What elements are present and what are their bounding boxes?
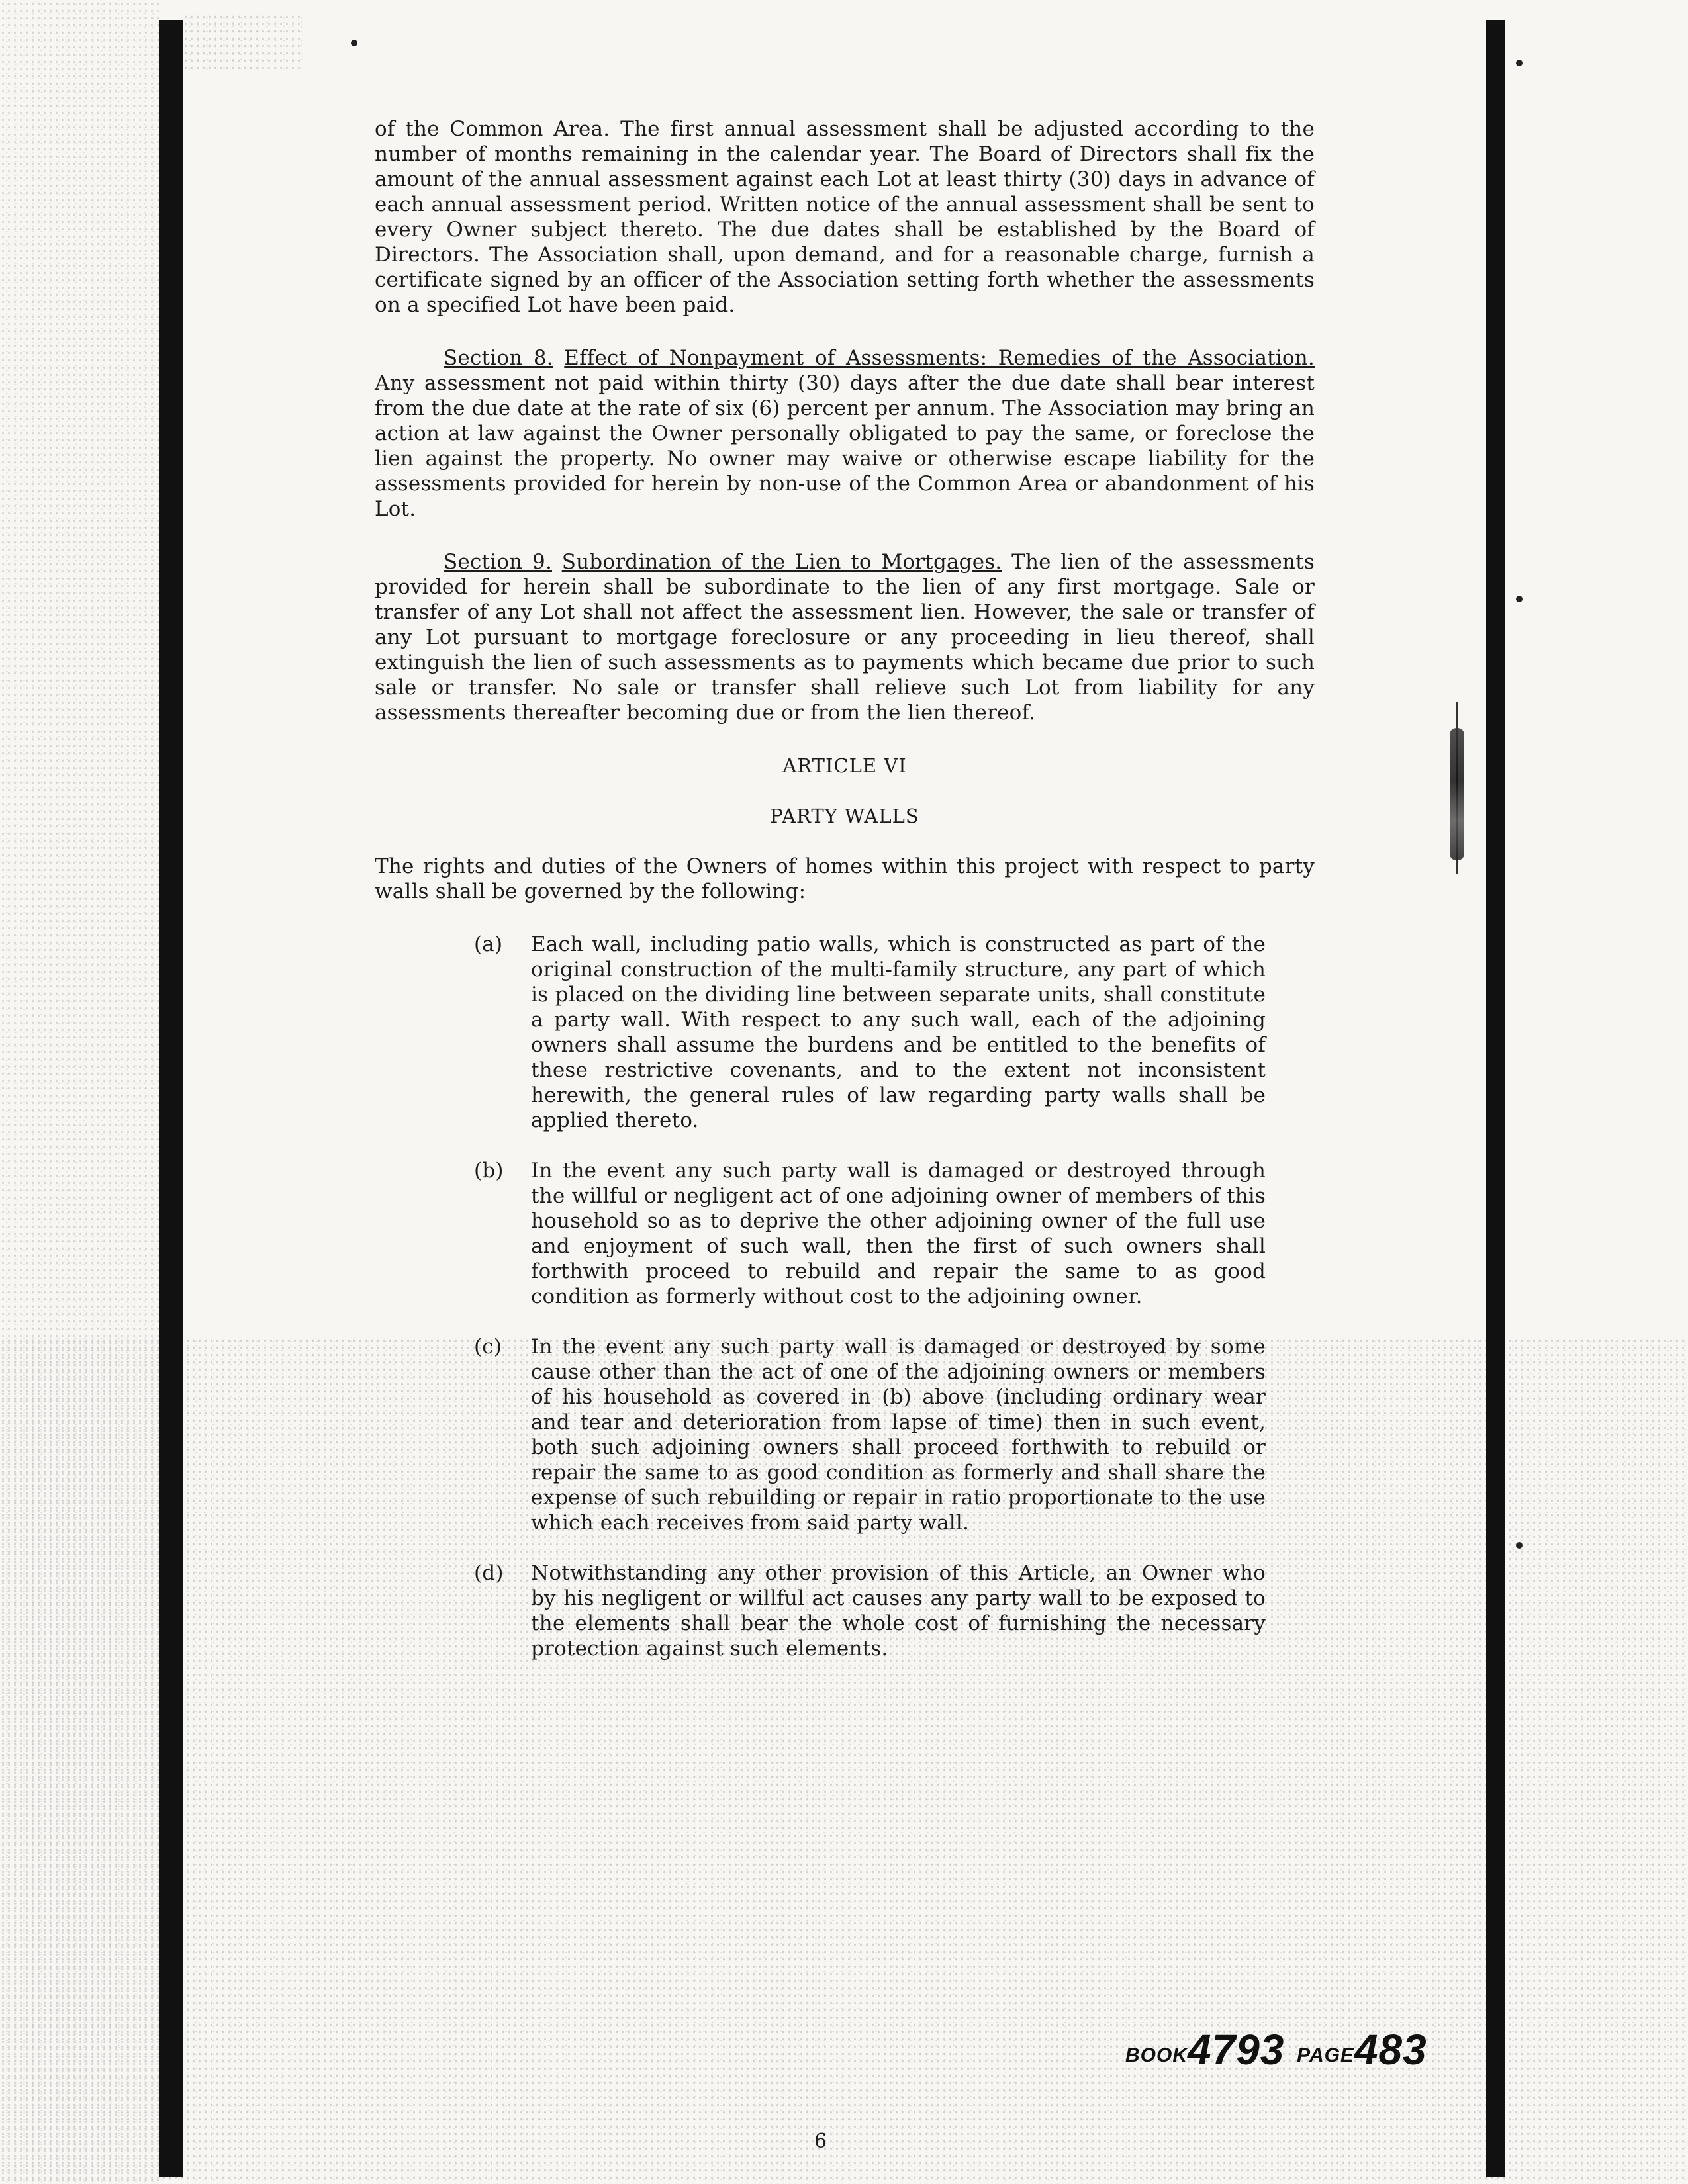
section-9-label: Section 9. — [444, 550, 553, 574]
item-text: Each wall, including patio walls, which is constructed as part of the original construction of the multi-family structure, any part of which is placed on the dividing line between separate units, shall constitute a party wall. With respect to any such wall, each of the adjoining owners shall assume the burdens and be entitled to the benefits of these restrictive covenants, and to the extent not inconsistent herewith, the general rules of law regarding party walls shall be applied thereto. — [531, 933, 1266, 1132]
article-number: ARTICLE VI — [782, 754, 907, 777]
book-number: 4793 — [1188, 2026, 1285, 2073]
item-text: In the event any such party wall is damaged or destroyed through the willful or negligent act of one adjoining owner of members of this household so as to deprive the other adjoining owner of the full use and enjoyment of such wall, then the first of such owners shall forthwith proceed to rebuild and repair the same to as good condition as formerly without cost to the adjoining owner. — [531, 1159, 1266, 1308]
section-8-title: Effect of Nonpayment of Assessments: Remedies of the Association. — [564, 346, 1315, 370]
item-letter: (c) — [474, 1335, 502, 1359]
scan-dot — [1516, 1542, 1523, 1549]
document-page — [375, 116, 1315, 1686]
scan-edge-right — [1486, 20, 1505, 2177]
list-item — [474, 1334, 1315, 1535]
scan-noise-top — [183, 13, 302, 73]
item-letter: (a) — [474, 933, 503, 956]
list-item — [474, 1561, 1315, 1661]
scan-edge-left — [159, 20, 183, 2177]
section-8-text: Any assessment not paid within thirty (30) days after the due date shall bear interest from the due date at the rate of six (6) percent per annum. The Association may bring an action at law against the Owner personally obligated to pay the same, or foreclose the lien against the property. No owner may waive or otherwise escape liability for the assessments provided for herein by non-use of the Common Area or abandonment of his Lot. — [375, 371, 1315, 521]
article-title: PARTY WALLS — [770, 805, 919, 827]
item-letter: (d) — [474, 1561, 504, 1585]
item-text: Notwithstanding any other provision of this Article, an Owner who by his negligent or willful act causes any party wall to be exposed to the elements shall bear the whole cost of furnishing the necessary protection against such elements. — [531, 1561, 1266, 1661]
section-8 — [375, 345, 1315, 522]
page-label: PAGE — [1297, 2044, 1354, 2066]
scan-dot — [1516, 60, 1523, 66]
list-item — [474, 1158, 1315, 1309]
section-9 — [375, 549, 1315, 725]
article-intro: The rights and duties of the Owners of homes within this project with respect to party walls shall be governed by the following: — [375, 854, 1315, 903]
section-7-text: of the Common Area. The first annual assessment shall be adjusted according to the number of months remaining in the calendar year. The Board of Directors shall fix the amount of the annual assessment against each Lot at least thirty (30) days in advance of each annual assessment period. Written notice of the annual assessment shall be sent to every Owner subject thereto. The due dates shall be established by the Board of Directors. The Association shall, upon demand, and for a reasonable charge, furnish a certificate signed by an officer of the Association setting forth whether the assessments on a specified Lot have been paid. — [375, 117, 1315, 317]
binding-mark — [1450, 728, 1464, 860]
section-9-text: The lien of the assessments provided for herein shall be subordinate to the lien of any first mortgage. Sale or transfer of any Lot shall not affect the assessment lien. However, the sale or transfer of any Lot pursuant to mortgage foreclosure or any proceeding in lieu thereof, shall extinguish the lien of such assessments as to payments which became due prior to such sale or transfer. No sale or transfer shall relieve such Lot from liability for any assessments thereafter becoming due or from the lien thereof. — [375, 550, 1315, 725]
section-8-label: Section 8. — [444, 346, 553, 370]
item-text: In the event any such party wall is damaged or destroyed by some cause other than the act of one of the adjoining owners or members of his household as covered in (b) above (including ordinary wear and tear and deterioration from lapse of time) then in such event, both such adjoining owners shall proceed forthwith to rebuild or repair the same to as good condition as formerly and shall share the expense of such rebuilding or repair in ratio proportionate to the use which each receives from said party wall. — [531, 1335, 1266, 1535]
section-7-continuation — [375, 116, 1315, 318]
scan-dot — [1516, 596, 1523, 602]
scan-dot — [351, 40, 357, 46]
book-label: BOOK — [1125, 2044, 1188, 2066]
list-item — [474, 932, 1315, 1133]
section-9-title: Subordination of the Lien to Mortgages. — [561, 550, 1002, 574]
page-number: 6 — [814, 2130, 827, 2153]
book-page-stamp — [1125, 2025, 1427, 2074]
item-letter: (b) — [474, 1159, 504, 1183]
page-ref: 483 — [1354, 2026, 1427, 2073]
